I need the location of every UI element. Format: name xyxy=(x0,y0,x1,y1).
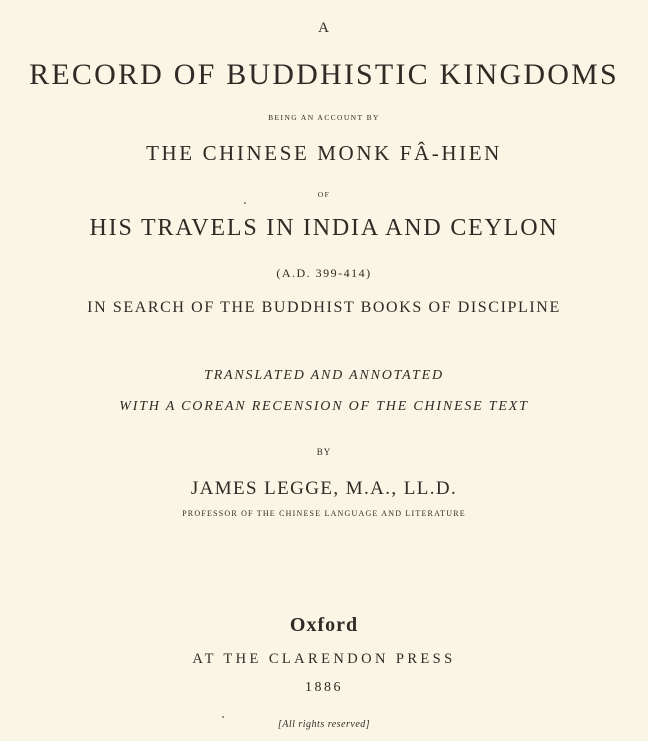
book-title: RECORD OF BUDDHISTIC KINGDOMS xyxy=(29,58,619,91)
ink-speck xyxy=(222,716,224,718)
publisher-press: AT THE CLARENDON PRESS xyxy=(192,651,456,667)
by-line: BY xyxy=(316,447,332,457)
author-name: JAMES LEGGE, M.A., LL.D. xyxy=(190,478,458,499)
title-article: A xyxy=(318,20,330,36)
publisher-city: Oxford xyxy=(289,614,359,636)
monk-line: THE CHINESE MONK FÂ-HIEN xyxy=(146,141,502,165)
ink-speck xyxy=(244,202,246,204)
being-an-account-line: BEING AN ACCOUNT BY xyxy=(268,113,380,122)
translated-line: TRANSLATED AND ANNOTATED xyxy=(204,368,444,383)
recension-line: WITH A COREAN RECENSION OF THE CHINESE TEXT xyxy=(119,399,529,414)
of-line: OF xyxy=(317,190,331,199)
dates-line: (A.D. 399-414) xyxy=(276,266,372,280)
travels-line: HIS TRAVELS IN INDIA AND CEYLON xyxy=(89,215,559,241)
publication-year: 1886 xyxy=(305,680,343,695)
search-line: IN SEARCH OF THE BUDDHIST BOOKS OF DISCIPLINE xyxy=(87,299,561,316)
rights-notice: [All rights reserved] xyxy=(277,719,371,730)
author-title: PROFESSOR OF THE CHINESE LANGUAGE AND LITERATURE xyxy=(182,509,466,518)
